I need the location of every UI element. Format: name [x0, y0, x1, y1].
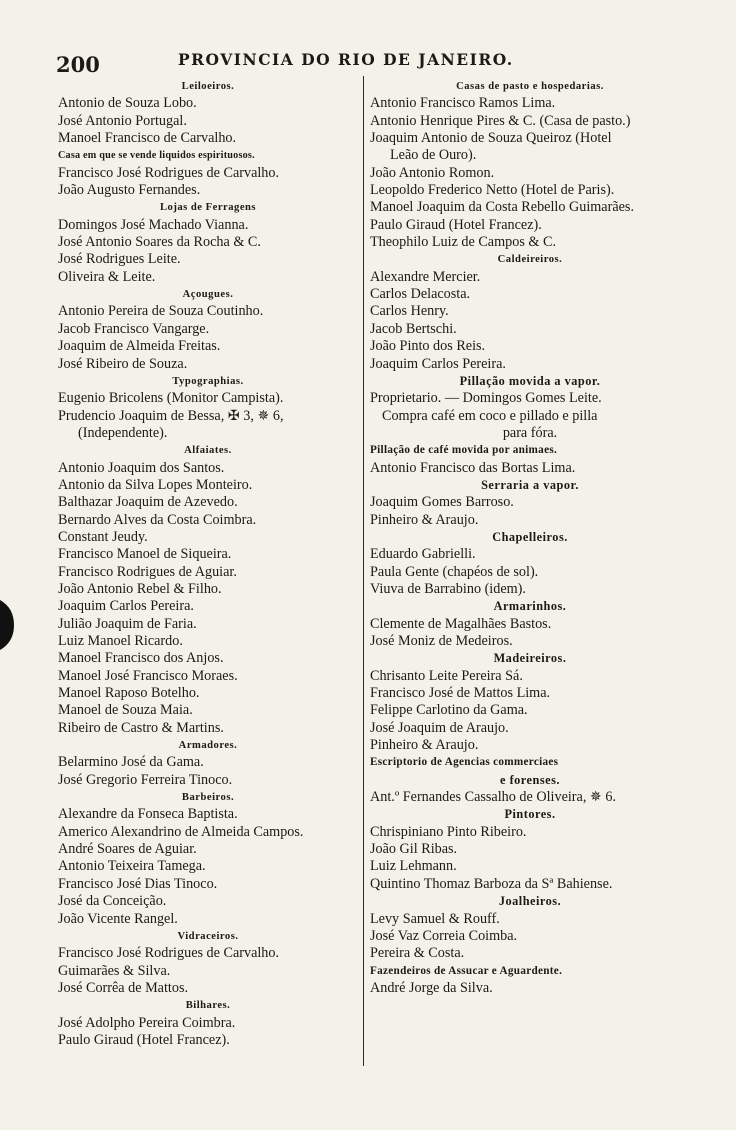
directory-entry: Pinheiro & Araujo. — [370, 511, 479, 528]
directory-entry: Bernardo Alves da Costa Coimbra. — [58, 511, 257, 528]
directory-entry: Belarmino José da Gama. — [58, 754, 204, 771]
directory-entry: João Antonio Romon. — [370, 164, 495, 181]
directory-entry: João Antonio Rebel & Filho. — [58, 580, 222, 597]
directory-entry: Manoel Joaquim da Costa Rebello Guimarães. — [370, 199, 634, 216]
directory-entry: (Independente). — [78, 424, 168, 441]
directory-entry: Manoel José Francisco Moraes. — [58, 667, 238, 684]
directory-entry: Compra café em coco e pillado e pilla — [382, 407, 598, 424]
section-heading: Caldeireiros. — [497, 254, 563, 266]
section-heading: Pillação movida a vapor. — [459, 373, 601, 388]
section-heading: Typographias. — [172, 375, 244, 387]
section-heading: Escriptorio de Agencias commerciaes — [370, 756, 559, 769]
directory-entry: José Joaquim de Araujo. — [370, 719, 509, 736]
directory-entry: João Vicente Rangel. — [58, 910, 178, 927]
directory-entry: Francisco José de Mattos Lima. — [370, 685, 551, 702]
directory-entry: Prudencio Joaquim de Bessa, ✠ 3, ✵ 6, — [58, 407, 284, 424]
section-heading: Chapelleiros. — [492, 529, 568, 544]
section-heading: Madeireiros. — [493, 651, 567, 666]
directory-entry: Carlos Henry. — [370, 303, 449, 320]
directory-entry: Ribeiro de Castro & Martins. — [58, 719, 224, 736]
directory-entry: João Gil Ribas. — [370, 841, 458, 858]
directory-entry: Chrisanto Leite Pereira Sá. — [370, 667, 523, 684]
directory-entry: José Rodrigues Leite. — [58, 251, 181, 268]
directory-entry: José Antonio Soares da Rocha & C. — [58, 234, 261, 251]
directory-entry: Paulo Giraud (Hotel Francez). — [370, 216, 542, 233]
directory-entry: Antonio Pereira de Souza Coutinho. — [58, 303, 264, 320]
directory-entry: Balthazar Joaquim de Azevedo. — [58, 494, 238, 511]
directory-entry: Quintino Thomaz Barboza da Sª Bahiense. — [370, 875, 613, 892]
directory-entry: José Vaz Correia Coimba. — [370, 927, 518, 944]
section-heading: Joalheiros. — [498, 894, 562, 909]
section-heading: Fazendeiros de Assucar e Aguardente. — [370, 964, 563, 977]
directory-entry: José Moniz de Medeiros. — [370, 633, 513, 649]
directory-entry: Joaquim de Almeida Freitas. — [58, 338, 221, 355]
directory-entry: Oliveira & Leite. — [58, 268, 156, 285]
directory-entry: Leopoldo Frederico Netto (Hotel de Paris). — [370, 182, 615, 199]
directory-entry: Paulo Giraud (Hotel Francez). — [58, 1031, 230, 1048]
directory-entry: Manoel Raposo Botelho. — [58, 685, 200, 702]
binding-hole-mark — [0, 590, 20, 660]
directory-entry: Antonio Francisco das Bortas Lima. — [370, 459, 576, 476]
directory-entry: Joaquim Gomes Barroso. — [370, 494, 514, 511]
section-heading: Serraria a vapor. — [481, 477, 579, 492]
directory-entry: Constant Jeudy. — [58, 528, 148, 545]
directory-entry: Manoel de Souza Maia. — [58, 702, 193, 719]
running-title: PROVINCIA DO RIO DE JANEIRO. — [178, 50, 514, 69]
directory-entry: José Corrêa de Mattos. — [58, 979, 189, 996]
directory-entry: João Pinto dos Reis. — [370, 338, 486, 355]
directory-entry: Jacob Francisco Vangarge. — [58, 320, 210, 337]
column-divider — [363, 76, 364, 1066]
page-number: 200 — [56, 52, 100, 77]
directory-entry: Domingos José Machado Vianna. — [58, 216, 249, 233]
directory-entry: Theophilo Luiz de Campos & C. — [370, 234, 556, 251]
directory-entry: Jacob Bertschi. — [370, 320, 457, 337]
directory-entry: Antonio Francisco Ramos Lima. — [370, 95, 556, 112]
directory-entry: Luiz Manoel Ricardo. — [58, 633, 183, 649]
directory-entry: Joaquim Carlos Pereira. — [370, 355, 506, 372]
section-heading: Armadores. — [178, 740, 238, 752]
directory-entry: José Gregorio Ferreira Tinoco. — [58, 771, 233, 788]
directory-entry: Clemente de Magalhães Bastos. — [370, 615, 552, 632]
directory-entry: Joaquim Carlos Pereira. — [58, 598, 194, 615]
directory-entry: André Jorge da Silva. — [370, 979, 493, 996]
directory-entry: Francisco Rodrigues de Aguiar. — [58, 563, 237, 580]
directory-entry: Eduardo Gabrielli. — [370, 546, 476, 563]
directory-entry: João Augusto Fernandes. — [58, 182, 201, 199]
section-heading: Armarinhos. — [493, 599, 567, 614]
directory-entry: Antonio de Souza Lobo. — [58, 95, 197, 112]
directory-entry: Manoel Francisco de Carvalho. — [58, 130, 237, 147]
directory-entry: José Adolpho Pereira Coimbra. — [58, 1014, 236, 1031]
section-heading: Açougues. — [182, 289, 234, 301]
directory-entry: Francisco José Rodrigues de Carvalho. — [58, 945, 280, 962]
directory-entry: José Antonio Portugal. — [58, 112, 187, 129]
directory-entry: Manoel Francisco dos Anjos. — [58, 650, 224, 667]
directory-entry: José da Conceição. — [58, 893, 167, 910]
directory-entry: Alexandre Mercier. — [370, 268, 481, 285]
directory-entry: Francisco José Dias Tinoco. — [58, 875, 218, 892]
section-heading: Vidraceiros. — [177, 930, 239, 942]
directory-entry: Proprietario. — Domingos Gomes Leite. — [370, 390, 602, 407]
right-column — [370, 78, 690, 997]
directory-entry: Pereira & Costa. — [370, 945, 465, 962]
directory-entry: Luiz Lehmann. — [370, 858, 457, 875]
section-heading: Pillação de café movida por animaes. — [370, 444, 558, 457]
directory-entry: Pinheiro & Araujo. — [370, 737, 479, 754]
directory-entry: José Ribeiro de Souza. — [58, 355, 188, 372]
left-column — [58, 78, 358, 1049]
directory-entry: Chrispiniano Pinto Ribeiro. — [370, 823, 527, 840]
directory-entry: Guimarães & Silva. — [58, 962, 171, 979]
section-heading: Pintores. — [504, 807, 556, 822]
directory-entry: André Soares de Aguiar. — [58, 841, 197, 858]
section-heading: Leiloeiros. — [181, 81, 235, 92]
section-heading: Casas de pasto e hospedarias. — [456, 81, 604, 92]
directory-entry: Joaquim Antonio de Souza Queiroz (Hotel — [370, 130, 612, 147]
directory-entry: Americo Alexandrino de Almeida Campos. — [58, 823, 304, 840]
directory-entry: Alexandre da Fonseca Baptista. — [58, 806, 238, 823]
directory-entry: Levy Samuel & Rouff. — [370, 910, 500, 927]
section-heading: Barbeiros. — [181, 792, 235, 804]
directory-entry: Antonio Joaquim dos Santos. — [58, 459, 225, 476]
section-heading: Bilhares. — [185, 1000, 231, 1012]
directory-entry: Leão de Ouro). — [390, 147, 477, 164]
directory-entry: Antonio Henrique Pires & C. (Casa de pasto.) — [370, 112, 631, 129]
directory-entry: Viuva de Barrabino (idem). — [370, 580, 526, 597]
directory-entry: Felippe Carlotino da Gama. — [370, 702, 528, 719]
directory-entry: Eugenio Bricolens (Monitor Campista). — [58, 390, 284, 407]
directory-entry: Francisco José Rodrigues de Carvalho. — [58, 164, 280, 181]
section-heading: e forenses. — [500, 772, 560, 787]
directory-entry: Julião Joaquim de Faria. — [58, 615, 197, 632]
directory-entry: Francisco Manoel de Siqueira. — [58, 546, 232, 563]
directory-entry: Casa em que se vende liquidos espirituosos. — [58, 150, 255, 162]
directory-entry: para fóra. — [502, 424, 558, 441]
directory-entry: Carlos Delacosta. — [370, 286, 471, 303]
directory-entry: Ant.º Fernandes Cassalho de Oliveira, ✵ 6. — [370, 789, 616, 806]
directory-entry: Paula Gente (chapéos de sol). — [370, 563, 539, 580]
section-heading: Lojas de Ferragens — [159, 202, 257, 214]
directory-entry: Antonio da Silva Lopes Monteiro. — [58, 476, 253, 493]
directory-entry: Antonio Teixeira Tamega. — [58, 858, 206, 875]
section-heading: Alfaiates. — [184, 445, 232, 457]
